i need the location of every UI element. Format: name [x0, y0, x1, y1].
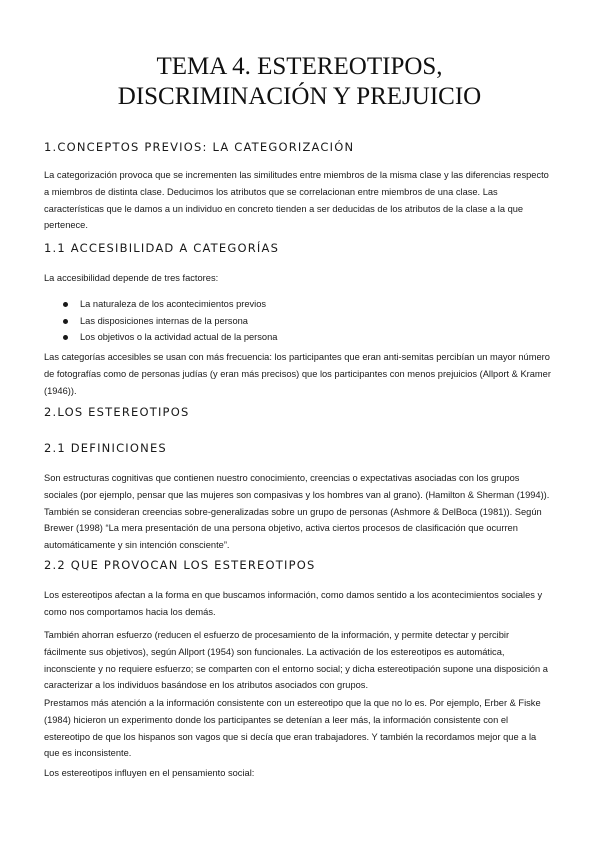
factors-list [44, 296, 544, 346]
list-item: La naturaleza de los acontecimientos previos [44, 296, 544, 313]
paragraph-influyen: Los estereotipos influyen en el pensamiento social: [44, 768, 255, 778]
heading-conceptos-previos: 1.CONCEPTOS PREVIOS: LA CATEGORIZACIÓN [44, 140, 355, 154]
bullet-icon [63, 302, 68, 307]
bullet-icon [63, 335, 68, 340]
paragraph-definiciones: Son estructuras cognitivas que contienen nuestro conocimiento, creencias o expectativas asociadas con los grupos sociales (por ejemplo, pensar que las mujeres son compasivas y los hombres van al grano). (Hamilton & Sherman (1994)). También se consideran creencias sobre-generalizadas sobre un grupo de personas (Ashmore & DelBoca (1981)). Según Brewer (1998) “La mera presentación de una persona objetivo, activa ciertos procesos de clasificación que ocurren automáticamente y sin intención consciente”. [44, 473, 550, 551]
paragraph-categorias-accesibles: Las categorías accesibles se usan con más frecuencia: los participantes que eran anti-semitas percibían un mayor número de fotografías como de personas judías (y eran más precisos) que los participantes con menos prejuicios (Allport & Kramer (1946)). [44, 352, 551, 396]
title-line-1: TEMA 4. ESTEREOTIPOS, [156, 53, 443, 80]
bullet-icon [63, 319, 68, 324]
paragraph-afectan: Los estereotipos afectan a la forma en que buscamos información, como damos sentido a los acontecimientos sociales y como nos comportamos hacia los demás. [44, 590, 543, 617]
paragraph-ahorran-esfuerzo: También ahorran esfuerzo (reducen el esfuerzo de procesamiento de la información, y permite detectar y percibir fácilmente sus objetivos), según Allport (1954) son funcionales. La activación de los estereotipos es automática, inconsciente y no requiere esfuerzo; se comparten con el entorno social; y dicha estereotipación supone una disposición a caracterizar a los individuos basándose en los atributos asociados con grupos. [44, 630, 548, 691]
paragraph-atencion: Prestamos más atención a la información consistente con un estereotipo que la que no lo es. Por ejemplo, Erber & Fiske (1984) hicieron un experimento donde los participantes se detenían a leer más, la información consistente con el estereotipo de que los hispanos son vagos que si decía que eran trabajadores. Y también la recordamos mejor que a la que es inconsistente. [44, 698, 541, 759]
heading-accesibilidad: 1.1 ACCESIBILIDAD A CATEGORÍAS [44, 241, 280, 255]
heading-definiciones: 2.1 DEFINICIONES [44, 441, 167, 455]
document-title [40, 52, 559, 112]
heading-que-provocan: 2.2 QUE PROVOCAN LOS ESTEREOTIPOS [44, 558, 316, 572]
title-line-2: DISCRIMINACIÓN Y PREJUICIO [117, 83, 482, 110]
list-item: Los objetivos o la actividad actual de la persona [44, 329, 544, 346]
list-item: Las disposiciones internas de la persona [44, 313, 544, 330]
heading-los-estereotipos: 2.LOS ESTEREOTIPOS [44, 405, 190, 419]
paragraph-accesibilidad-intro: La accesibilidad depende de tres factores: [44, 273, 219, 283]
paragraph-categorizacion: La categorización provoca que se incrementen las similitudes entre miembros de la misma clase y las diferencias respecto a miembros de distinta clase. Deducimos los atributos que se correlacionan entre miembros de una clase. Las características que le damos a un individuo en concreto tienden a ser deducidas de los atributos de la clase a la que pertenece. [44, 170, 549, 231]
